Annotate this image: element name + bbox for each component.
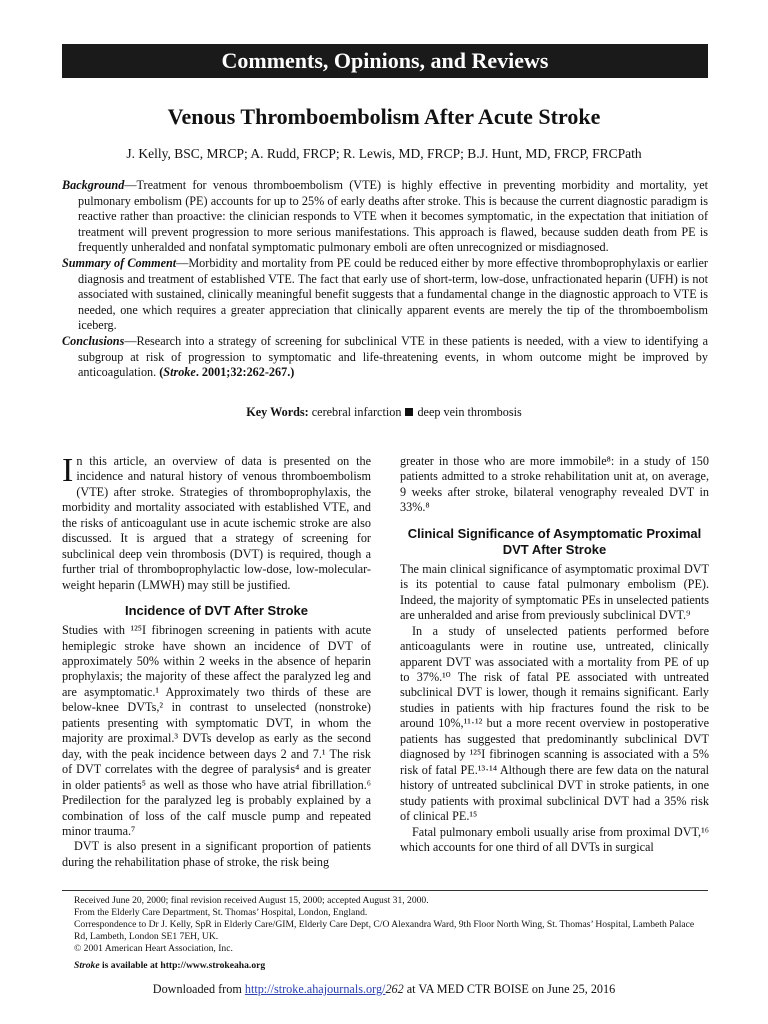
section-banner: Comments, Opinions, and Reviews	[62, 44, 708, 78]
conclusions-label: Conclusions	[62, 333, 125, 348]
download-suffix: at VA MED CTR BOISE on June 25, 2016	[403, 982, 616, 996]
significance-paragraph-1: The main clinical significance of asymptomatic proximal DVT is its potential to cause fatal pulmonary embolism (PE). Indeed, the majority of symptomatic PEs in unselected patients are unheralded and arise from previously subclinical DVT.⁹	[400, 561, 709, 623]
summary-text: —Morbidity and mortality from PE could be reduced either by more effective thromboprophylaxis or earlier diagnosis and treatment of established VTE. The fact that early use of short-term, low-dose, unfractionated heparin (UFH) is not associated with sustained, clinically meaningful benefit suggests that a fundamental change in the diagnostic approach to VTE is needed, one which requires a greater appreciation that clinically apparent events are merely the tip of the thromboembolism iceberg.	[78, 255, 708, 333]
square-bullet-icon	[405, 408, 413, 416]
drop-cap: I	[62, 452, 74, 489]
incidence-paragraph-2: DVT is also present in a significant proportion of patients during the rehabilitation phase of stroke, the risk being	[62, 839, 371, 869]
significance-paragraph-2: In a study of unselected patients performed before anticoagulants were in routine use, untreated, clinically apparent DVT was associated with a mortality from PE of up to 37%.¹⁰ The risk of fatal PE associated with untreated subclinical DVT is lower, though it remains significant. Early studies in patients with hip fractures found the risk to be around 10%,¹¹·¹² but a more recent overview in postoperative patients has suggested that predominantly subclinical DVT diagnosed by ¹²⁵I fibrinogen scanning is associated with a 5% risk of fatal PE.¹³·¹⁴ Although there are few data on the natural history of untreated subclinical DVT in stroke patients, in one study patients with proximal subclinical DVT had a 35% risk of clinical PE.¹⁵	[400, 623, 709, 824]
incidence-paragraph-1: Studies with ¹²⁵I fibrinogen screening in patients with acute hemiplegic stroke have shown an incidence of DVT of approximately 50% within 2 weeks in the absence of heparin prophylaxis; the majority of these affect the paralyzed leg and are asymptomatic.¹ Approximately two thirds of these are below-knee DVTs,² in contrast to unselected (nonstroke) patients presenting with symptomatic DVT, in whom the majority are proximal.³ DVTs develop as early as the second day, with the peak incidence between days 2 and 7.¹ The risk of DVT correlates with the degree of paralysis⁴ and is greater in older patients⁵ as well as those who have atrial fibrillation.⁶ Predilection for the paralyzed leg is probably explained by a combination of loss of the calf muscle pump and repeated minor trauma.⁷	[62, 623, 371, 838]
summary-label: Summary of Comment	[62, 255, 177, 270]
journal-link[interactable]: http://stroke.ahajournals.org/	[244, 982, 386, 996]
abstract-summary	[62, 256, 708, 334]
intro-paragraph	[62, 454, 371, 593]
left-column	[62, 454, 371, 870]
abstract-conclusions: Conclusions—Research into a strategy of screening for subclinical VTE in these patients is needed, with a view to identifying a subgroup at risk of progression to symptomatic and life-threatening events, in whom outcome might be improved by anticoagulation. (Stroke. 2001;32:262-267.)	[62, 333, 708, 380]
journal-website	[62, 960, 708, 972]
background-text: —Treatment for venous thromboembolism (VTE) is highly effective in preventing morbidity and mortality, yet pulmonary embolism (PE) accounts for up to 25% of early deaths after stroke. This is because the current diagnostic paradigm is reactive rather than proactive: the clinician responds to VTE when it becomes symptomatic, in the expectation that initiation of treatment will prevent progression to more serious manifestations. This approach is flawed, because sudden death from PE is frequently unheralded and nonfatal symptomatic pulmonary emboli are often unrecognized or misdiagnosed.	[78, 178, 708, 255]
citation-journal: Stroke	[163, 365, 196, 380]
author-list: J. Kelly, BSC, MRCP; A. Rudd, FRCP; R. Lewis, MD, FRCP; B.J. Hunt, MD, FRCP, FRCPath	[126, 146, 642, 161]
conclusions-text: —Research into a strategy of screening for subclinical VTE in these patients is needed, with a view to identifying a subgroup at risk of progression to symptomatic and life-threatening events, in whom outcome might be improved by anticoagulation.	[78, 333, 708, 380]
abstract	[62, 178, 708, 381]
key-word-1: cerebral infarction	[311, 405, 402, 419]
section-heading-clinical-significance: Clinical Significance of Asymptomatic Proximal DVT After Stroke	[407, 525, 702, 557]
footnote-received: Received June 20, 2000; final revision received August 15, 2000; accepted August 31, 2000.	[74, 895, 429, 906]
footnote-copyright: © 2001 American Heart Association, Inc.	[74, 943, 233, 954]
key-word-2: deep vein thrombosis	[417, 405, 522, 419]
key-words-label: Key Words:	[246, 405, 309, 419]
key-words	[0, 405, 768, 420]
abstract-background	[62, 178, 708, 256]
background-label: Background	[62, 178, 125, 192]
download-line	[0, 982, 768, 997]
right-column	[400, 454, 709, 855]
footnote-correspondence: Correspondence to Dr J. Kelly, SpR in Elderly Care/GIM, Elderly Care Dept, C/O Alexandra Ward, 9th Floor North Wing, St. Thomas’ Hospital, Lambeth Palace Rd, Lambeth, London SE1 7EH, UK.	[74, 919, 695, 942]
download-prefix: Downloaded from	[152, 982, 245, 996]
continued-paragraph: greater in those who are more immobile⁸: in a study of 150 patients admitted to a stroke rehabilitation unit at, on average, 9 weeks after stroke, bilateral venography revealed DVT in 33%.⁸	[400, 454, 709, 515]
footnotes	[62, 890, 708, 972]
citation-details: . 2001;32:262-267.)	[195, 365, 295, 380]
page-number: 262	[385, 982, 404, 996]
significance-paragraph-3: Fatal pulmonary emboli usually arise from proximal DVT,¹⁶ which accounts for one third of all DVTs in surgical	[400, 824, 709, 854]
footnote-affiliation: From the Elderly Care Department, St. Thomas’ Hospital, London, England.	[74, 907, 368, 918]
website-journal-name: Stroke	[74, 960, 100, 971]
website-text: is available at http://www.strokeaha.org	[99, 960, 266, 971]
section-heading-incidence: Incidence of DVT After Stroke	[125, 603, 308, 619]
intro-text: n this article, an overview of data is presented on the incidence and natural history of venous thromboembolism (VTE) after stroke. Strategies of thromboprophylaxis, the morbidity and mortality associated with established VTE, and the risks of anticoagulant use in acute ischemic stroke are also discussed. It is argued that a strategy of screening for subclinical deep vein thrombosis (DVT) is required, though a further trial of thromboprophylactic low-dose, low-molecular-weight heparin (LMWH) may still be justified.	[62, 454, 371, 592]
article-title: Venous Thromboembolism After Acute Stroke	[167, 104, 601, 129]
